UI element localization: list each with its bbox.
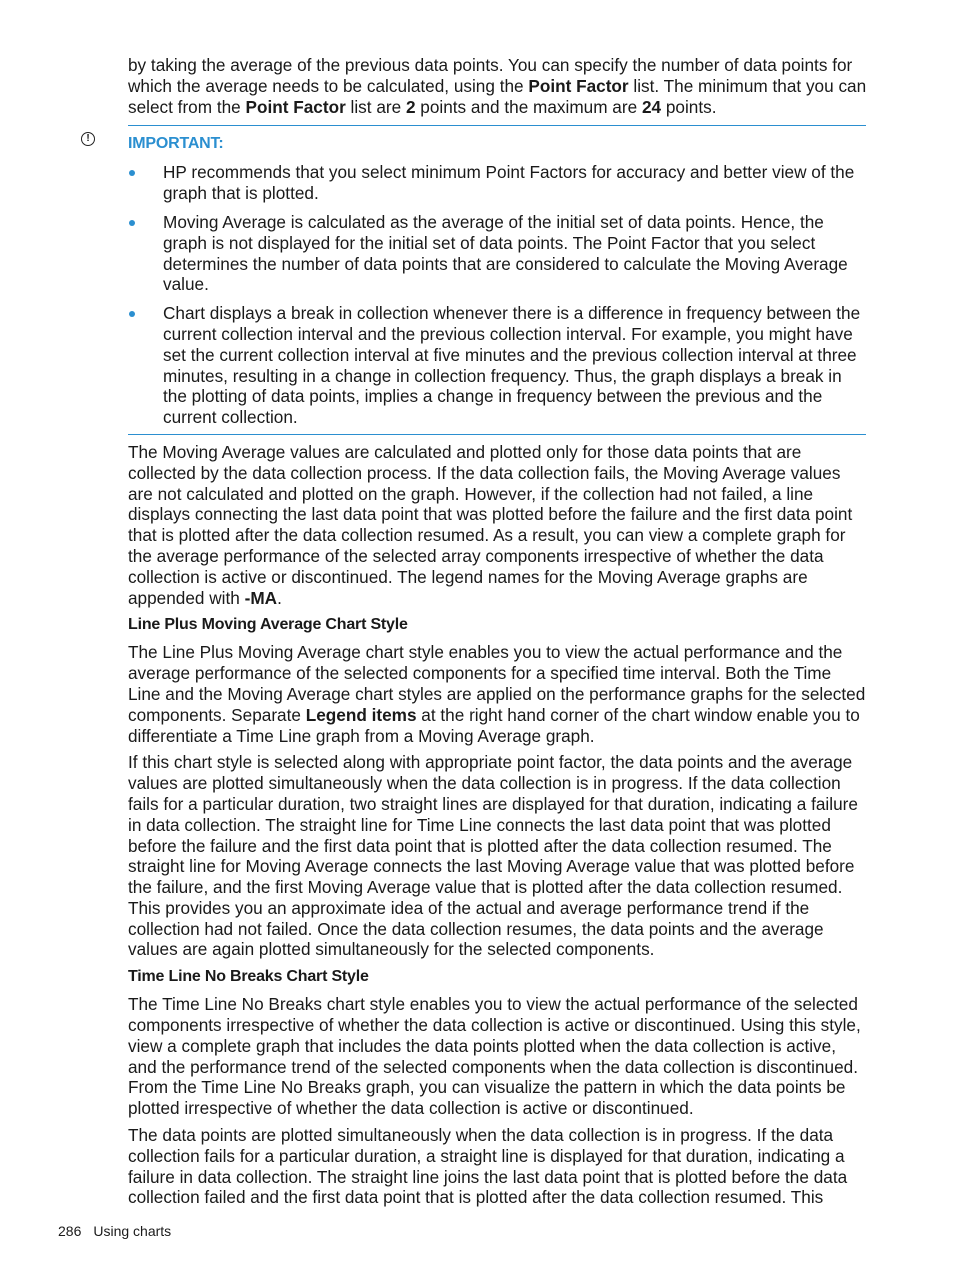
bullet-text: Chart displays a break in collection whenever there is a difference in frequency between the current collection interval and the previous collection interval. For example, you might have set the current collection interval at five minutes and the previous collection interval at three minutes, resulting in a change in collection frequency. Thus, the graph displays a break in the plotting of data points, implies a change in frequency between the previous and the current collection. xyxy=(163,303,861,428)
intro-text-1: by taking the average of the previous data points. You can specify the number of data points for which the average needs to be calculated, using the xyxy=(128,55,853,96)
important-bullet-list xyxy=(128,162,868,428)
maximum-points-value: 24 xyxy=(641,96,662,117)
important-circle-icon: ! xyxy=(81,132,95,146)
moving-average-paragraph xyxy=(128,442,868,608)
no-breaks-heading: Time Line No Breaks Chart Style xyxy=(128,968,369,986)
page-number: 286 xyxy=(58,1223,82,1239)
important-bottom-rule xyxy=(128,434,866,435)
minimum-points-value: 2 xyxy=(405,96,416,117)
line-plus-heading: Line Plus Moving Average Chart Style xyxy=(128,616,408,634)
line-plus-text-a: The Line Plus Moving Average chart style enables you to view the actual performance and the average performance of the selected components for a specified time interval. Both the Time Line and the Moving Average chart styles are applied on the performance graphs for the selected components. Separate xyxy=(128,642,866,725)
intro-text-3: list are xyxy=(345,96,406,117)
point-factor-term-2: Point Factor xyxy=(245,96,346,117)
point-factor-term-1: Point Factor xyxy=(528,75,629,96)
moving-average-text: The Moving Average values are calculated and plotted only for those data points that are collected by the data collection process. If the data collection fails, the Moving Average values are not calculated and plotted on the graph. However, if the collection had not failed, a line displays connecting the last data point that was plotted before the failure and the first data point that is plotted after the data collection resumed. As a result, you can view a complete graph for the average performance of the selected array components irrespective of whether the data collection is active or discontinued. The legend names for the Moving Average graphs are appended with xyxy=(128,441,853,608)
bullet-text: Moving Average is calculated as the average of the initial set of data points. Hence, the graph is not displayed for the initial set of data points. The Point Factor that you select determines the number of data points that are considered to calculate the Moving Average value. xyxy=(163,211,848,295)
intro-paragraph xyxy=(128,55,868,117)
intro-text-5: points. xyxy=(661,96,717,117)
important-bullet-3 xyxy=(128,303,868,428)
important-note xyxy=(86,126,868,435)
ma-suffix: -MA xyxy=(244,587,278,608)
intro-text-4: points and the maximum are xyxy=(415,96,642,117)
legend-items-term: Legend items xyxy=(305,704,417,725)
page-content xyxy=(86,55,868,1208)
line-plus-text-b: at the right hand corner of the chart window enable you to differentiate a Time Line graph from a Moving Average graph. xyxy=(128,704,860,746)
page-footer xyxy=(58,1222,171,1240)
bullet-text: HP recommends that you select minimum Point Factors for accuracy and better view of the graph that is plotted. xyxy=(163,162,855,204)
footer-section-title: Using charts xyxy=(93,1223,172,1239)
moving-average-end: . xyxy=(277,587,282,608)
important-bullet-1 xyxy=(128,162,868,204)
line-plus-paragraph-2: If this chart style is selected along with appropriate point factor, the data points and the average values are plotted simultaneously when the data collection is in progress. If the data collection fails for a particular duration, two straight lines are displayed for that duration, indicating a failure in data collection. The straight line for Time Line connects the last data point that was plotted before the failure and the first data point that is plotted after the data collection resumed. The straight line for Moving Average connects the last Moving Average value that was plotted before the failure, and the first Moving Average value that is plotted after the data collection resumed. This provides you an approximate idea of the actual and average performance trend if the collection had not failed. Once the data collection resumes, the data points and the average values are again plotted simultaneously for the selected components. xyxy=(128,752,858,960)
line-plus-paragraph-1 xyxy=(128,642,868,746)
important-label: IMPORTANT: xyxy=(128,135,224,153)
no-breaks-paragraph-2: The data points are plotted simultaneously when the data collection is in progress. If the data collection fails for a particular duration, a straight line is displayed for that duration, indicating a failure in data collection. The straight line joins the last data point that is plotted before the data collection failed and the first data point that is plotted after the data collection resumed. This xyxy=(128,1125,848,1208)
no-breaks-paragraph-1: The Time Line No Breaks chart style enables you to view the actual performance of the selected components irrespective of whether the data collection is active or discontinued. Using this style, view a complete graph that includes the data points plotted when the data collection is active, and the performance trend of the selected components when the data collection is discontinued. From the Time Line No Breaks graph, you can visualize the pattern in which the data points be plotted irrespective of whether the data collection is active or discontinued. xyxy=(128,994,861,1119)
intro-text-2: list. The minimum that you can select from the xyxy=(128,75,867,117)
important-bullet-2 xyxy=(128,212,868,295)
